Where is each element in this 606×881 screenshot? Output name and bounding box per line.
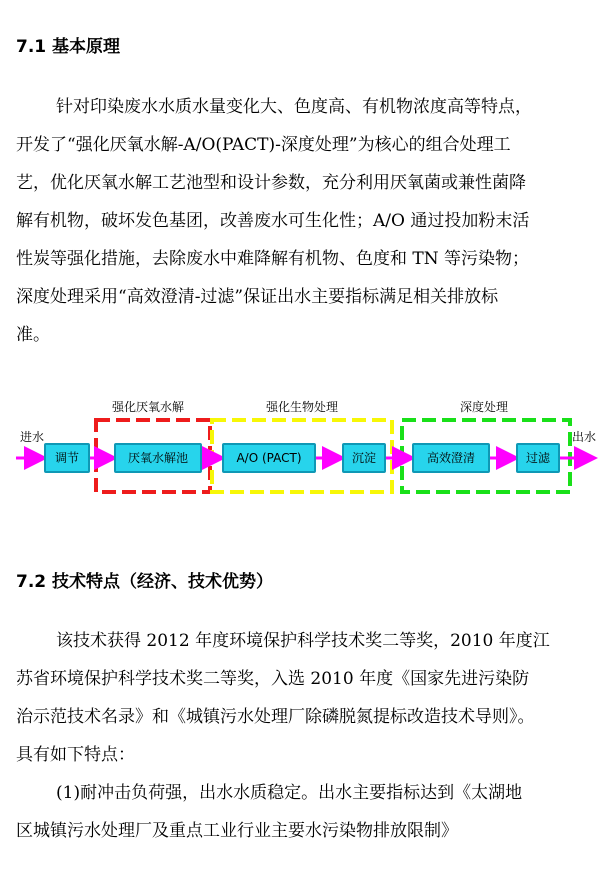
outlet-label: 出水: [572, 430, 597, 444]
paragraph-line: 开发了“强化厌氧水解-A/O(PACT)-深度处理”为核心的组合处理工: [16, 135, 511, 155]
inlet-label: 进水: [20, 430, 45, 444]
group-label-biological: 强化生物处理: [266, 400, 339, 414]
principle-paragraph: [16, 88, 588, 354]
process-flow-diagram: [0, 390, 606, 502]
paragraph-line: 深度处理采用“高效澄清-过滤”保证出水主要指标满足相关排放标: [16, 287, 499, 307]
paragraph-line: 针对印染废水水质水量变化大、色度高、有机物浓度高等特点，: [56, 97, 532, 117]
paragraph-line: 区城镇污水处理厂及重点工业行业主要水污染物排放限制》: [16, 821, 458, 841]
group-label-advanced: 深度处理: [460, 400, 509, 414]
paragraph-line: 准。: [16, 325, 50, 345]
paragraph-line: 具有如下特点：: [16, 745, 135, 765]
paragraph-line: 治示范技术名录》和《城镇污水处理厂除磷脱氮提标改造技术导则》。: [16, 707, 535, 727]
section-heading-basic-principle: 7.1 基本原理: [16, 37, 121, 57]
paragraph-line: (1)耐冲击负荷强，出水水质稳定。出水主要指标达到《太湖地: [56, 783, 523, 803]
features-paragraph: [16, 622, 588, 850]
step-box-high-efficiency-clarification: 高效澄清: [412, 443, 490, 473]
paragraph-line: 艺，优化厌氧水解工艺池型和设计参数，充分利用厌氧菌或兼性菌降: [16, 173, 526, 193]
step-box-filtration: 过滤: [516, 443, 560, 473]
paragraph-line: 性炭等强化措施，去除废水中难降解有机物、色度和 TN 等污染物；: [16, 249, 530, 269]
paragraph-line: 该技术获得 2012 年度环境保护科学技术奖二等奖，2010 年度江: [56, 631, 550, 651]
step-box-sedimentation: 沉淀: [342, 443, 386, 473]
paragraph-line: 苏省环境保护科学技术奖二等奖，入选 2010 年度《国家先进污染防: [16, 669, 530, 689]
step-box-regulation: 调节: [44, 443, 90, 473]
group-label-anaerobic: 强化厌氧水解: [112, 400, 185, 414]
paragraph-line: 解有机物，破坏发色基团，改善废水可生化性；A/O 通过投加粉末活: [16, 211, 530, 231]
section-heading-technical-features: 7.2 技术特点（经济、技术优势）: [16, 572, 274, 592]
step-box-ao-pact: A/O (PACT): [222, 443, 316, 473]
step-box-anaerobic-hydrolysis: 厌氧水解池: [114, 443, 202, 473]
